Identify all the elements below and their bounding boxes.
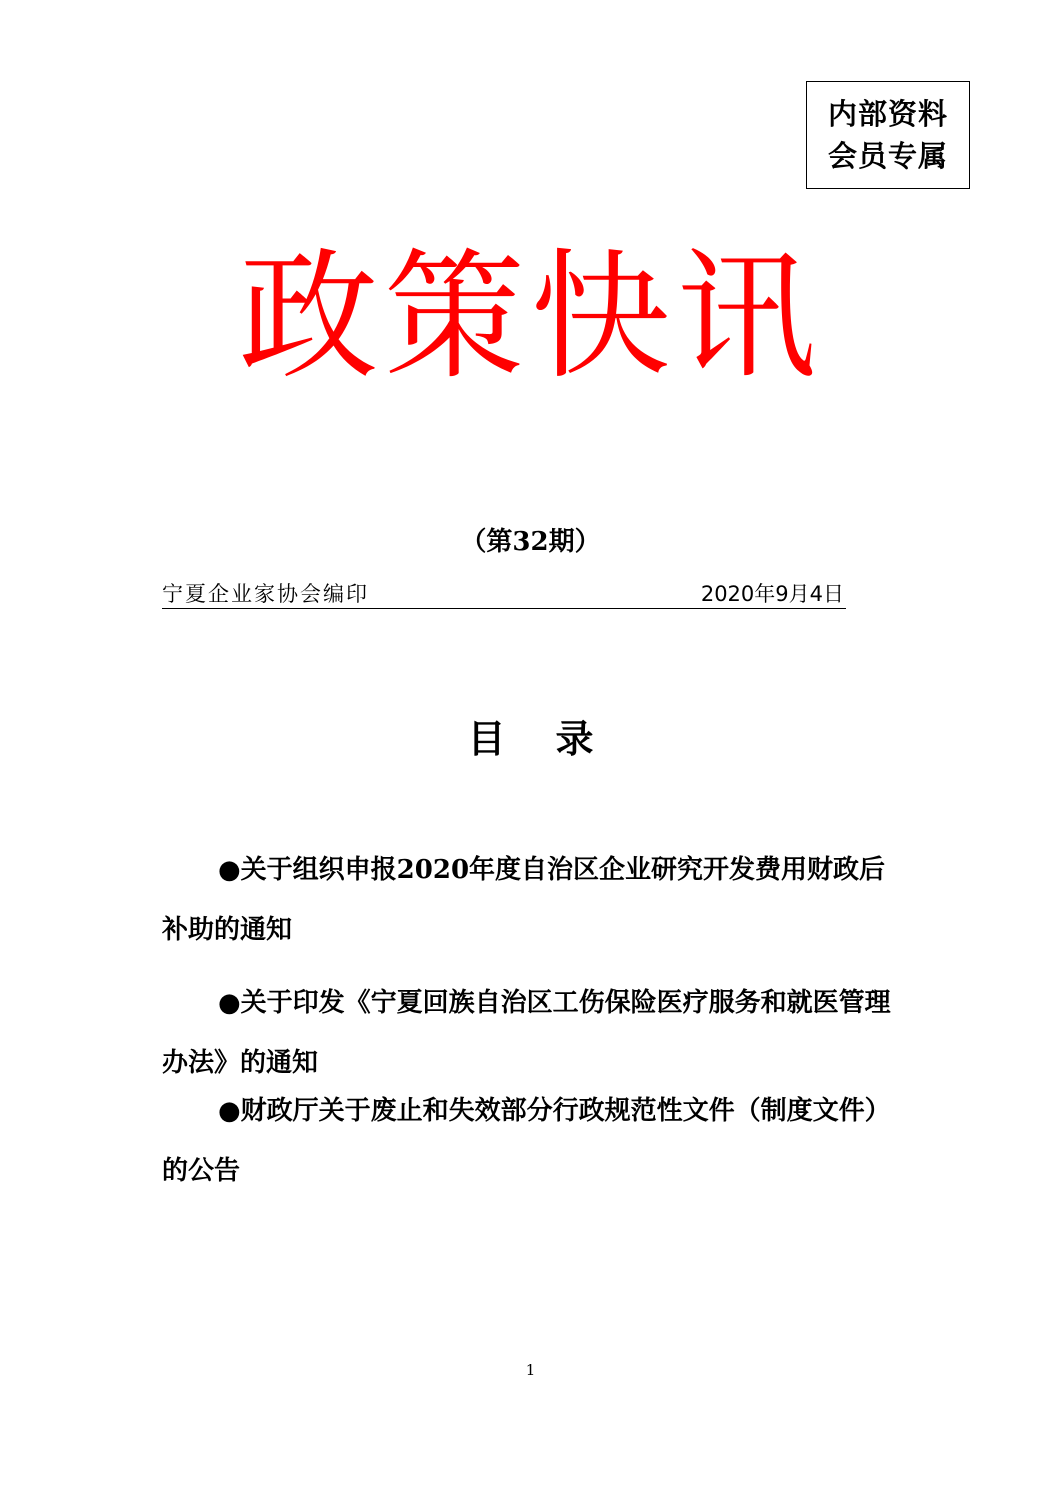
issue-number: （第32期） (460, 527, 601, 557)
publisher-line (162, 580, 846, 609)
internal-material-stamp (806, 81, 970, 189)
publication-date: 2020年9月4日 (700, 582, 844, 606)
toc-item: ●财政厅关于废止和失效部分行政规范性文件（制度文件）的公告 (162, 1096, 891, 1186)
stamp-line-1: 内部资料 (827, 97, 948, 131)
page-number: 1 (525, 1361, 536, 1379)
toc-heading: 目录 (467, 717, 644, 761)
newsletter-title: 政策快讯 (238, 236, 823, 399)
publisher-name: 宁夏企业家协会编印 (162, 582, 369, 606)
toc-item: ●关于印发《宁夏回族自治区工伤保险医疗服务和就医管理办法》的通知 (162, 988, 891, 1078)
toc-item: ●关于组织申报2020年度自治区企业研究开发费用财政后补助的通知 (162, 855, 886, 945)
stamp-line-2: 会员专属 (827, 139, 948, 173)
